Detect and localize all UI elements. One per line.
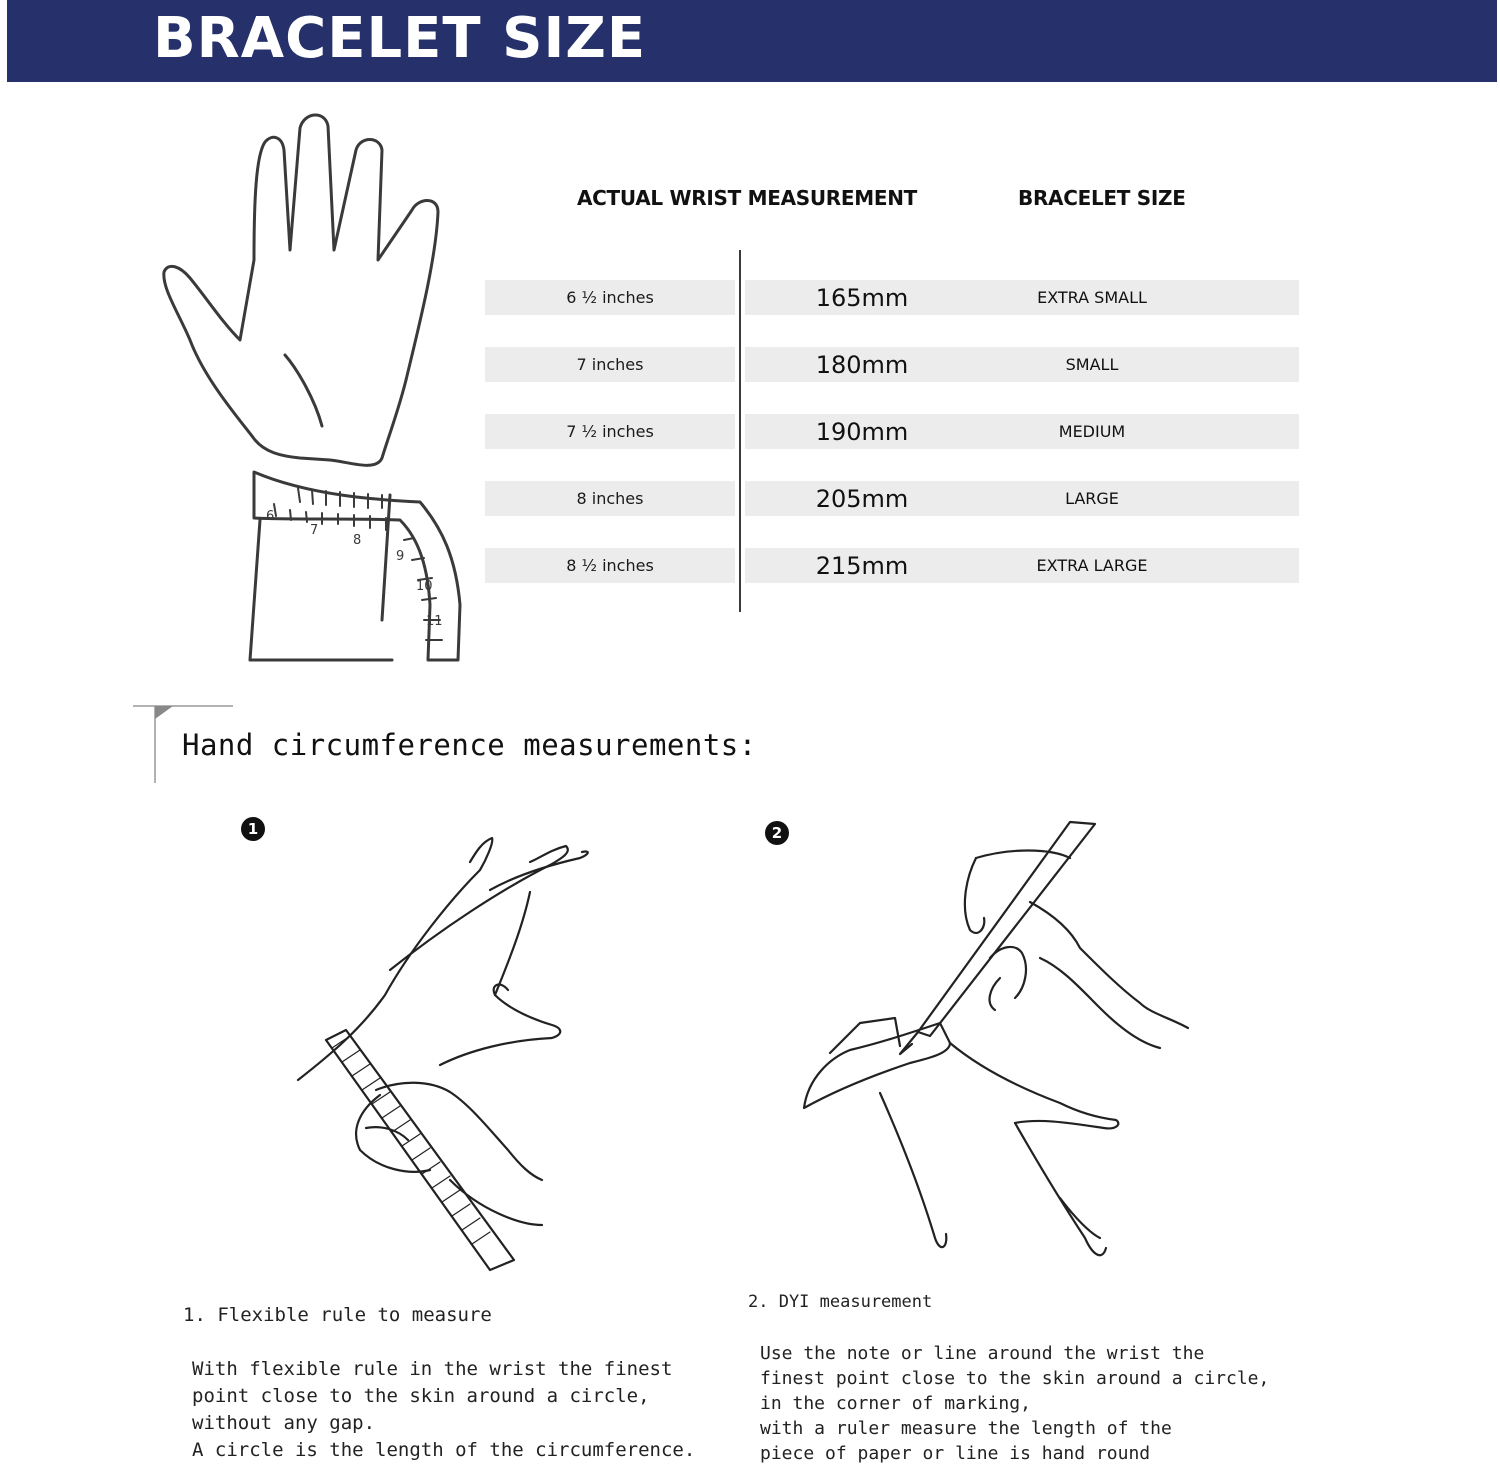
step-1-illustration	[290, 830, 610, 1280]
header-bracelet-size: BRACELET SIZE	[1018, 186, 1186, 210]
tape-tick-9: 9	[396, 549, 405, 564]
tape-tick-10: 10	[416, 579, 433, 594]
cell-mm: 215mm	[815, 551, 909, 580]
cell-size: EXTRA SMALL	[1037, 288, 1147, 307]
cell-size: LARGE	[1065, 489, 1119, 508]
cell-inches: 8 ½ inches	[485, 548, 735, 583]
description-line: without any gap.	[192, 1412, 376, 1434]
step-2-illustration	[800, 818, 1200, 1268]
section-title: Hand circumference measurements:	[182, 728, 757, 762]
tape-tick-6: 6	[266, 509, 275, 524]
cell-mm: 205mm	[815, 484, 909, 513]
step-1-number-icon: 1	[241, 817, 265, 841]
tape-tick-7: 7	[310, 523, 319, 538]
cell-size: MEDIUM	[1058, 422, 1126, 441]
banner-title: BRACELET SIZE	[153, 6, 647, 71]
step-2-title: 2. DYI measurement	[748, 1292, 933, 1312]
description-line: finest point close to the skin around a circle,	[760, 1368, 1270, 1389]
description-line: A circle is the length of the circumference.	[192, 1439, 696, 1461]
description-line: piece of paper or line is hand round	[760, 1443, 1151, 1464]
description-line: Use the note or line around the wrist the	[760, 1343, 1205, 1364]
table-row	[485, 347, 1299, 382]
description-line: With flexible rule in the wrist the finest	[192, 1358, 673, 1380]
cell-inches: 7 inches	[485, 347, 735, 382]
description-line: with a ruler measure the length of the	[760, 1418, 1172, 1439]
step-2-description	[760, 1341, 1269, 1466]
cell-inches: 6 ½ inches	[485, 280, 735, 315]
step-1-description	[192, 1356, 695, 1464]
header-wrist-measurement: ACTUAL WRIST MEASUREMENT	[577, 186, 918, 210]
cell-inches: 7 ½ inches	[485, 414, 735, 449]
tape-tick-11: 11	[426, 614, 443, 629]
tape-tick-8: 8	[353, 533, 362, 548]
cell-mm: 165mm	[815, 283, 909, 312]
hand-tape-illustration	[150, 100, 480, 680]
table-row	[485, 414, 1299, 449]
header-banner	[7, 0, 1497, 82]
description-line: in the corner of marking,	[760, 1393, 1031, 1414]
description-line: point close to the skin around a circle,	[192, 1385, 650, 1407]
step-1-title: 1. Flexible rule to measure	[183, 1304, 492, 1326]
cell-mm: 180mm	[815, 350, 909, 379]
cell-size: EXTRA LARGE	[1036, 556, 1148, 575]
cell-size: SMALL	[1065, 355, 1119, 374]
cell-inches: 8 inches	[485, 481, 735, 516]
table-row	[485, 280, 1299, 315]
table-row	[485, 481, 1299, 516]
cell-mm: 190mm	[815, 417, 909, 446]
table-row	[485, 548, 1299, 583]
step-2-number-icon: 2	[765, 821, 789, 845]
